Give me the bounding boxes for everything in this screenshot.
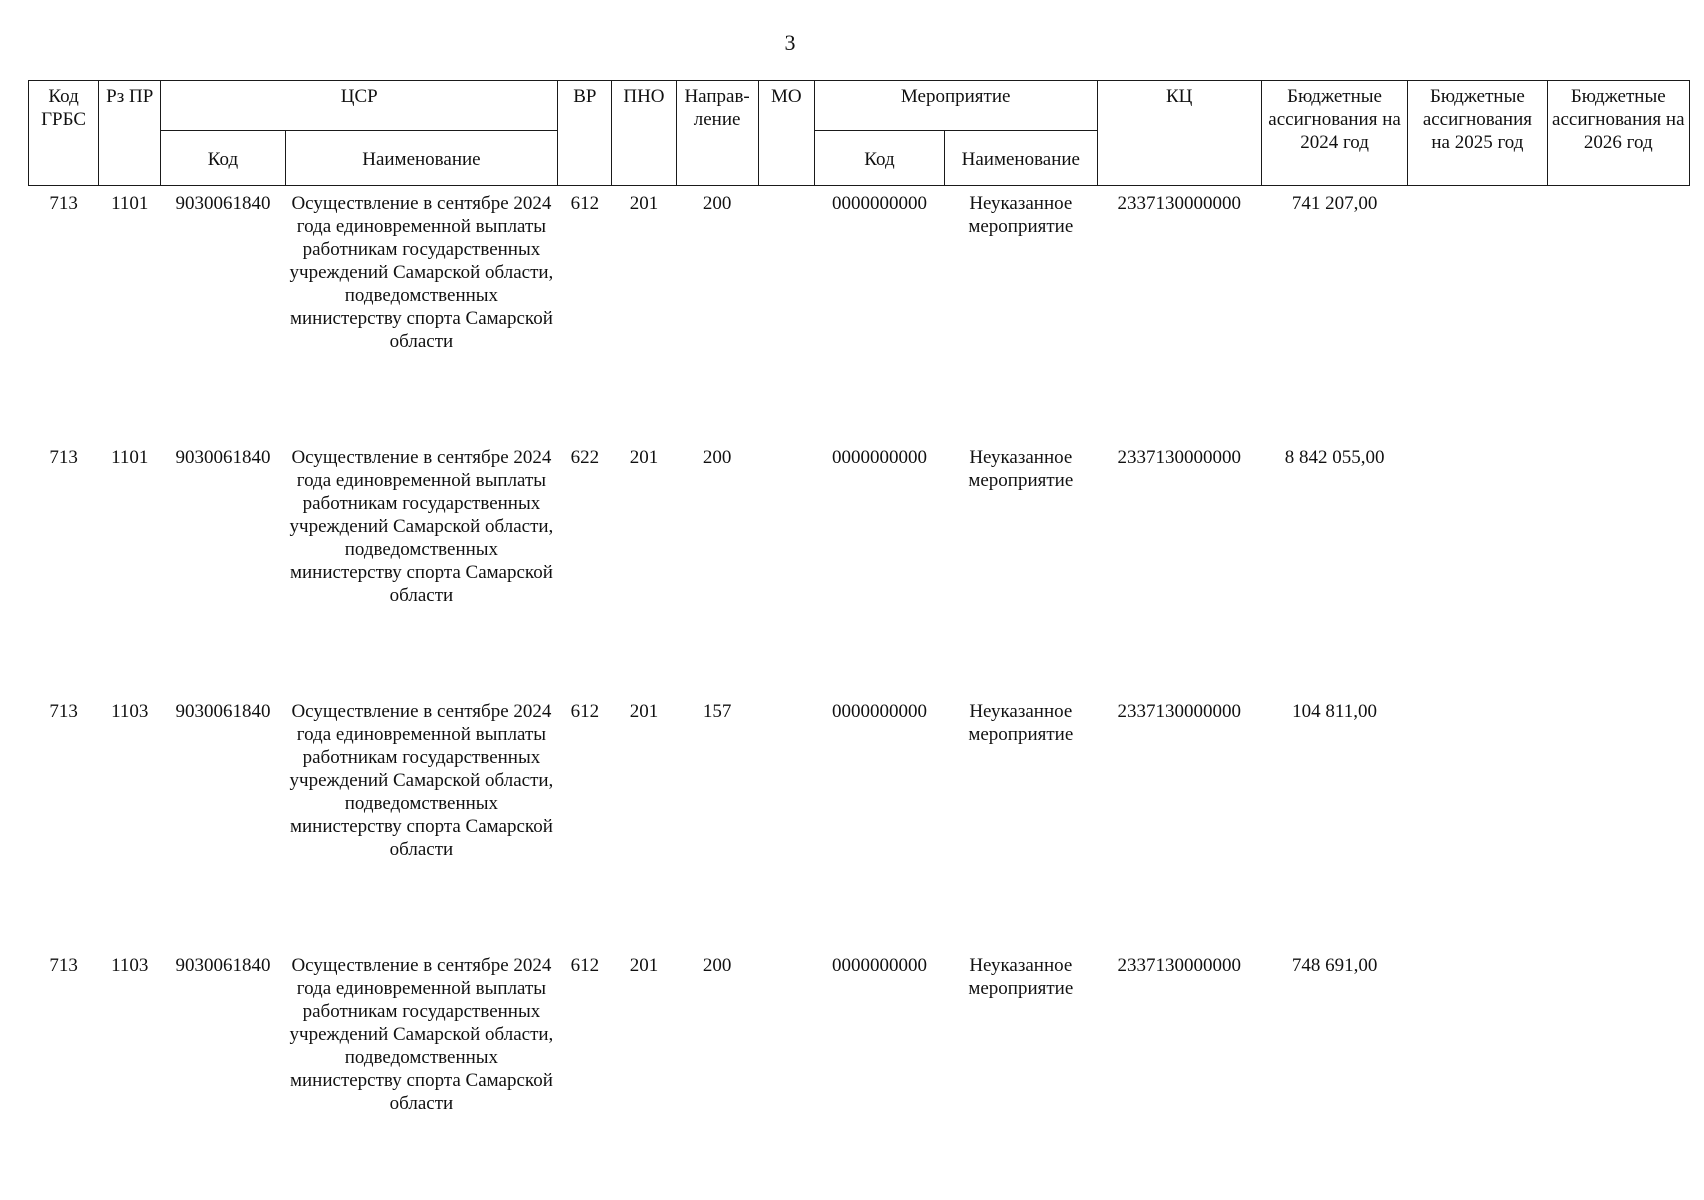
budget-table (28, 80, 1690, 1168)
header-event-name: Наименование (945, 131, 1097, 186)
header-mo: МО (758, 81, 814, 186)
header-budget-2025: Бюджетные ассигнования на 2025 год (1408, 81, 1547, 186)
cell-budget-2024: 8 842 055,00 (1284, 446, 1385, 468)
cell-event-name: Неуказанное мероприятие (968, 446, 1074, 491)
table-header (29, 81, 1690, 186)
table-row (29, 440, 1690, 694)
cell-budget-2026 (1547, 694, 1689, 948)
cell-csr-code: 9030061840 (175, 954, 271, 976)
table-row (29, 948, 1690, 1168)
header-grbs: Код ГРБС (29, 81, 99, 186)
cell-event-code: 0000000000 (831, 193, 927, 214)
table-row (29, 694, 1690, 948)
cell-mo (758, 694, 814, 948)
cell-grbs: 713 (49, 700, 78, 722)
cell-pno: 201 (629, 700, 659, 722)
cell-budget-2026 (1547, 440, 1689, 694)
cell-mo (758, 440, 814, 694)
cell-csr-name: Осуществление в сентябре 2024 года единовременной выплаты работникам государственных учреждений Самарской области, подведомственных министерству спорта Самарской области (289, 446, 554, 606)
cell-event-code: 0000000000 (831, 954, 927, 976)
cell-vr: 612 (570, 954, 600, 976)
cell-pno: 201 (629, 446, 659, 468)
header-event: Мероприятие (814, 81, 1097, 131)
budget-sheet (28, 80, 1690, 1168)
header-csr-name: Наименование (285, 131, 558, 186)
cell-grbs: 713 (49, 446, 78, 468)
cell-budget-2024: 741 207,00 (1291, 193, 1378, 214)
cell-vr: 612 (570, 193, 600, 214)
cell-direction: 200 (702, 446, 732, 468)
cell-event-name: Неуказанное мероприятие (968, 954, 1074, 999)
cell-kc: 2337130000000 (1117, 446, 1241, 468)
cell-direction: 200 (702, 193, 732, 214)
header-csr: ЦСР (161, 81, 558, 131)
cell-kc: 2337130000000 (1117, 954, 1241, 976)
cell-budget-2024: 748 691,00 (1291, 954, 1378, 976)
table-body (29, 186, 1690, 1168)
cell-mo (758, 186, 814, 440)
cell-budget-2026 (1547, 186, 1689, 440)
cell-direction: 200 (702, 954, 732, 976)
cell-direction: 157 (702, 700, 732, 722)
cell-kc: 2337130000000 (1117, 193, 1241, 214)
cell-budget-2025 (1408, 948, 1547, 1168)
header-direction: Направ-ление (676, 81, 758, 186)
cell-event-name: Неуказанное мероприятие (968, 700, 1074, 745)
cell-budget-2026 (1547, 948, 1689, 1168)
cell-csr-name: Осуществление в сентябре 2024 года единовременной выплаты работникам государственных учреждений Самарской области, подведомственных министерству спорта Самарской области (289, 700, 554, 860)
table-row (29, 186, 1690, 440)
cell-vr: 612 (570, 700, 600, 722)
cell-rz-pr: 1101 (111, 193, 149, 214)
cell-rz-pr: 1103 (111, 954, 149, 976)
cell-event-code: 0000000000 (831, 446, 927, 468)
cell-pno: 201 (629, 193, 659, 214)
header-budget-2026: Бюджетные ассигнования на 2026 год (1547, 81, 1689, 186)
cell-grbs: 713 (49, 954, 78, 976)
cell-csr-code: 9030061840 (175, 193, 271, 214)
cell-budget-2024: 104 811,00 (1292, 700, 1377, 722)
header-csr-code: Код (161, 131, 285, 186)
cell-rz-pr: 1101 (111, 446, 149, 468)
header-kc: КЦ (1097, 81, 1261, 186)
header-vr: ВР (558, 81, 612, 186)
cell-csr-name: Осуществление в сентябре 2024 года единовременной выплаты работникам государственных учреждений Самарской области, подведомственных министерству спорта Самарской области (289, 193, 554, 352)
cell-budget-2025 (1408, 440, 1547, 694)
cell-budget-2025 (1408, 186, 1547, 440)
cell-pno: 201 (629, 954, 659, 976)
cell-vr: 622 (570, 446, 600, 468)
page-number: 3 (784, 30, 796, 55)
cell-mo (758, 948, 814, 1168)
cell-event-code: 0000000000 (831, 700, 927, 722)
header-pno: ПНО (612, 81, 676, 186)
cell-csr-code: 9030061840 (175, 700, 271, 722)
cell-grbs: 713 (49, 193, 78, 214)
header-event-code: Код (814, 131, 944, 186)
cell-kc: 2337130000000 (1117, 700, 1241, 722)
cell-budget-2025 (1408, 694, 1547, 948)
header-budget-2024: Бюджетные ассигнования на 2024 год (1261, 81, 1407, 186)
cell-rz-pr: 1103 (111, 700, 149, 722)
cell-event-name: Неуказанное мероприятие (968, 193, 1074, 237)
header-rz-pr: Рз ПР (99, 81, 161, 186)
cell-csr-name: Осуществление в сентябре 2024 года единовременной выплаты работникам государственных учреждений Самарской области, подведомственных министерству спорта Самарской области (289, 954, 554, 1114)
cell-csr-code: 9030061840 (175, 446, 271, 468)
